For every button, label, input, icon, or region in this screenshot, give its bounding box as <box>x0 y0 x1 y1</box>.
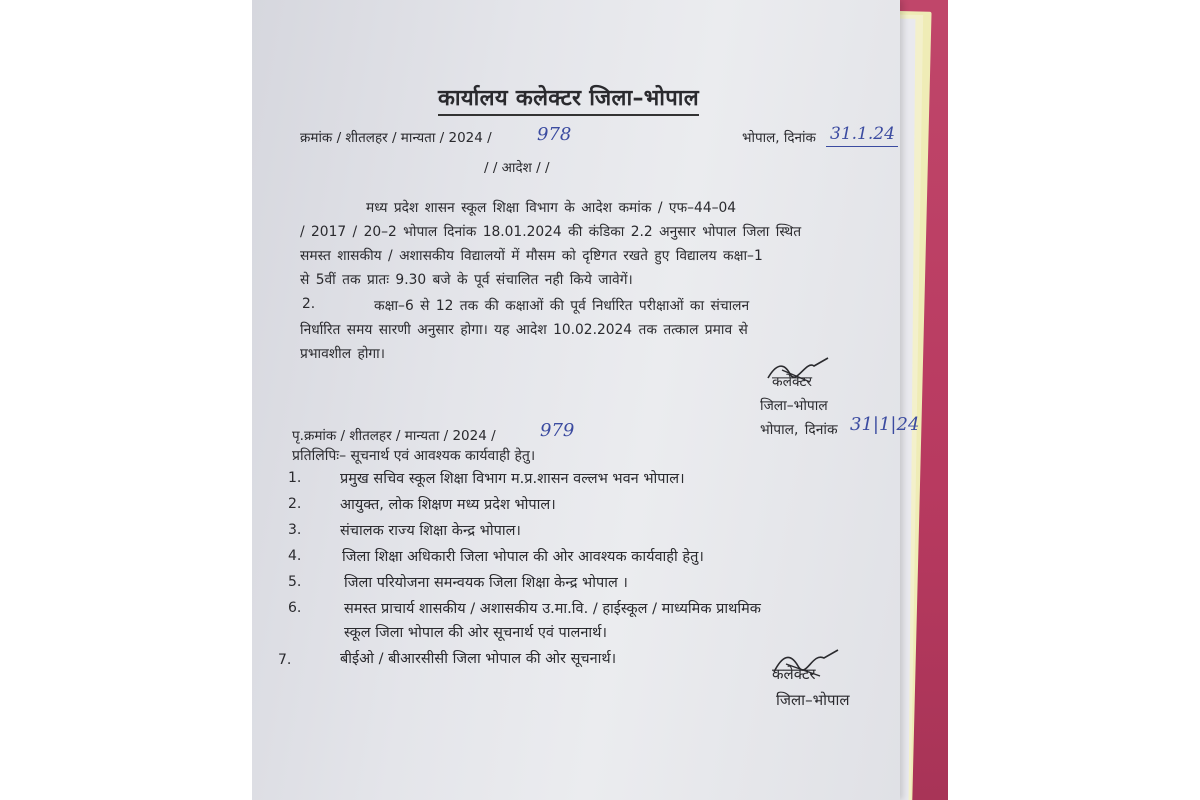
place-date-label: भोपाल, दिनांक <box>742 130 816 146</box>
copy-list-number: 1. <box>288 470 302 486</box>
signatory-title: कलेक्टर <box>772 665 816 683</box>
paragraph-1-line: समस्त शासकीय / अशासकीय विद्यालयों में मौसम को दृष्टिगत रखते हुए विद्यालय कक्षा–1 <box>300 248 763 264</box>
copy-list-number: 3. <box>288 522 302 538</box>
signatory-district: जिला–भोपाल <box>760 398 828 414</box>
copy-list-item: जिला शिक्षा अधिकारी जिला भोपाल की ओर आवश्यक कार्यवाही हेतु। <box>342 549 704 565</box>
order-heading: / / आदेश / / <box>484 160 550 176</box>
order-reference-number: 978 <box>537 124 572 145</box>
signatory-district: जिला–भोपाल <box>776 691 850 709</box>
paragraph-1-line: / 2017 / 20–2 भोपाल दिनांक 18.01.2024 की कंडिका 2.2 अनुसार भोपाल जिला स्थित <box>300 224 802 240</box>
paragraph-2-number: 2. <box>302 296 316 312</box>
copy-list-number: 2. <box>288 496 302 512</box>
copy-reference-number: 979 <box>540 420 575 441</box>
copy-list-number: 4. <box>288 548 302 564</box>
signatory-title: कलेक्टर <box>772 374 813 390</box>
copy-intro: प्रतिलिपिः– सूचनार्थ एवं आवश्यक कार्यवाही हेतु। <box>292 448 536 464</box>
copy-list-item: आयुक्त, लोक शिक्षण मध्य प्रदेश भोपाल। <box>340 497 556 513</box>
copy-list-item-continuation: स्कूल जिला भोपाल की ओर सूचनार्थ एवं पालनार्थ। <box>344 625 607 641</box>
copy-list-item: जिला परियोजना समन्वयक जिला शिक्षा केन्द्र भोपाल । <box>344 575 628 591</box>
copy-reference: पृ.क्रमांक / शीतलहर / मान्यता / 2024 / <box>292 428 496 444</box>
paragraph-2-line: निर्धारित समय सारणी अनुसार होगा। यह आदेश 10.02.2024 तक तत्काल प्रमाव से <box>300 322 748 338</box>
copy-list-item: संचालक राज्य शिक्षा केन्द्र भोपाल। <box>340 523 521 539</box>
order-reference: क्रमांक / शीतलहर / मान्यता / 2024 / <box>300 130 492 146</box>
signature-date: 31|1|24 <box>850 414 920 435</box>
copy-list-number: 7. <box>278 652 292 668</box>
signature-place-date-label: भोपाल, दिनांक <box>760 422 838 438</box>
copy-list-number: 6. <box>288 600 302 616</box>
paragraph-1-line: से 5वीं तक प्रातः 9.30 बजे के पूर्व संचालित नही किये जावेगें। <box>300 272 633 288</box>
copy-list-number: 5. <box>288 574 302 590</box>
paragraph-1-line: मध्य प्रदेश शासन स्कूल शिक्षा विभाग के आदेश कमांक / एफ–44–04 <box>366 200 737 216</box>
paragraph-2-line: प्रभावशील होगा। <box>300 346 385 362</box>
office-title: कार्यालय कलेक्टर जिला–भोपाल <box>438 82 699 116</box>
order-date: 31.1.24 <box>830 124 895 144</box>
copy-list-item: प्रमुख सचिव स्कूल शिक्षा विभाग म.प्र.शासन वल्लभ भवन भोपाल। <box>340 471 685 487</box>
date-underline <box>826 146 898 147</box>
copy-list-item: बीईओ / बीआरसीसी जिला भोपाल की ओर सूचनार्थ। <box>340 651 617 667</box>
document-photo <box>252 0 948 800</box>
order-page <box>252 0 920 800</box>
copy-list-item: समस्त प्राचार्य शासकीय / अशासकीय उ.मा.वि. / हाईस्कूल / माध्यमिक प्राथमिक <box>344 601 761 617</box>
paragraph-2-line: कक्षा–6 से 12 तक की कक्षाओं की पूर्व निर्धारित परीक्षाओं का संचालन <box>374 298 750 314</box>
